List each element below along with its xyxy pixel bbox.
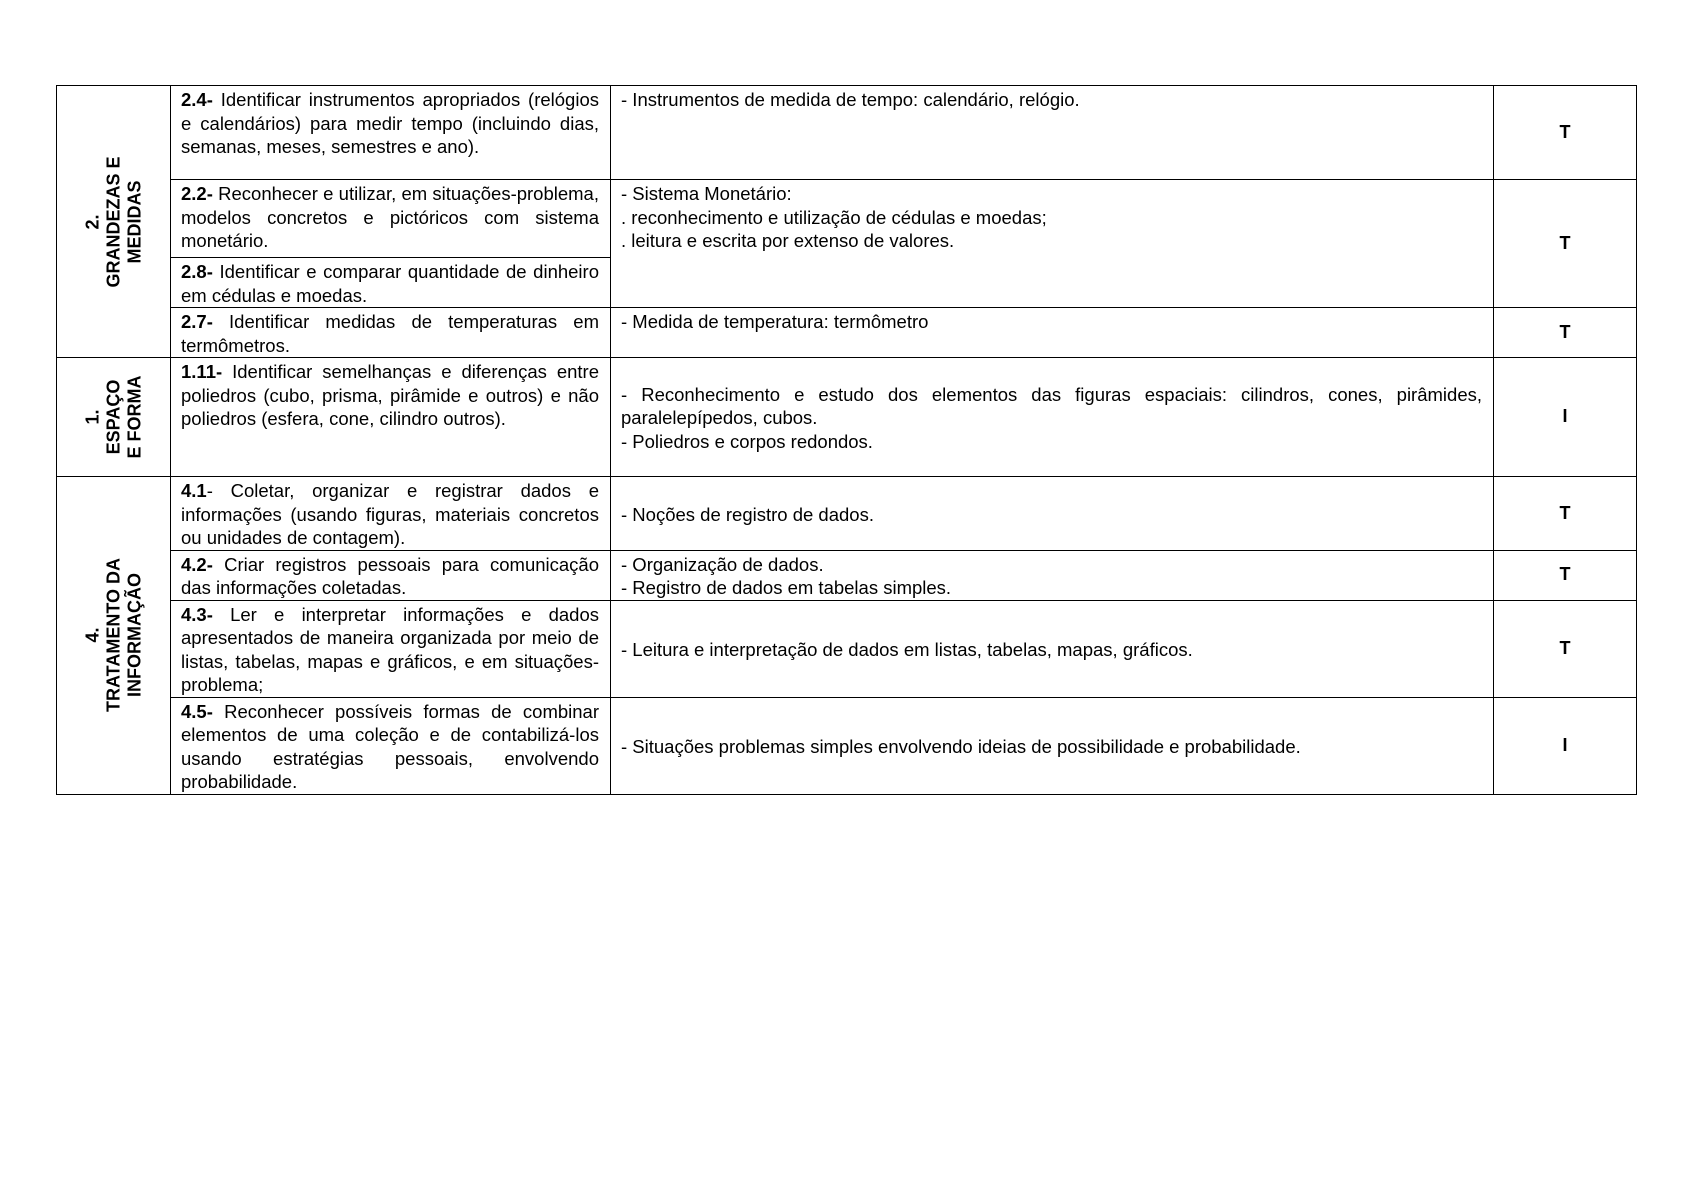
skill-text: Ler e interpretar informações e dados apresentados de maneira organizada por meio de listas, tabelas, mapas e gráficos, e em situações-problema; xyxy=(181,603,599,695)
curriculum-table xyxy=(56,85,1637,795)
skill-cell xyxy=(171,86,611,180)
skill-cell xyxy=(171,697,611,794)
level-cell: I xyxy=(1494,358,1637,477)
level-cell: T xyxy=(1494,600,1637,697)
skill-code: 4.1 xyxy=(181,480,207,501)
content-cell xyxy=(611,86,1494,180)
content-cell xyxy=(611,358,1494,477)
skill-cell xyxy=(171,550,611,600)
skill-cell xyxy=(171,358,611,477)
skill-code: 2.8- xyxy=(181,261,213,282)
level-cell: I xyxy=(1494,697,1637,794)
skill-cell xyxy=(171,258,611,308)
skill-cell xyxy=(171,308,611,358)
axis-title: GRANDEZAS E xyxy=(103,155,123,288)
axis-title: E FORMA xyxy=(124,375,144,459)
content-cell xyxy=(611,600,1494,697)
skill-cell xyxy=(171,600,611,697)
content-line: . reconhecimento e utilização de cédulas e moedas; xyxy=(621,206,1047,228)
table-row xyxy=(57,180,1637,258)
skill-cell xyxy=(171,477,611,551)
content-line: - Sistema Monetário: xyxy=(621,183,792,204)
content-line: - Leitura e interpretação de dados em listas, tabelas, mapas, gráficos. xyxy=(621,638,1193,660)
skill-text: Criar registros pessoais para comunicação das informações coletadas. xyxy=(181,553,599,598)
table-row xyxy=(57,600,1637,697)
axis-number: 2. xyxy=(82,213,102,230)
content-line: - Medida de temperatura: termômetro xyxy=(621,311,929,332)
axis-number: 1. xyxy=(82,409,102,425)
level-cell: T xyxy=(1494,308,1637,358)
skill-text: Identificar e comparar quantidade de dinheiro em cédulas e moedas. xyxy=(181,261,599,306)
level-cell: T xyxy=(1494,477,1637,551)
axis-cell-grandezas xyxy=(57,86,171,358)
content-cell xyxy=(611,180,1494,308)
level-cell: T xyxy=(1494,550,1637,600)
skill-text: - Coletar, organizar e registrar dados e informações (usando figuras, materiais concretos ou unidades de contagem). xyxy=(181,480,599,548)
table-row xyxy=(57,358,1637,477)
axis-cell-espaco xyxy=(57,358,171,477)
table-row xyxy=(57,550,1637,600)
content-cell xyxy=(611,697,1494,794)
skill-code: 2.4- xyxy=(181,89,213,110)
table-row xyxy=(57,308,1637,358)
axis-title: MEDIDAS xyxy=(124,179,144,264)
content-line: - Poliedros e corpos redondos. xyxy=(621,430,873,452)
content-line: - Organização de dados. xyxy=(621,553,824,575)
table-row xyxy=(57,697,1637,794)
content-line: - Situações problemas simples envolvendo ideias de possibilidade e probabilidade. xyxy=(621,735,1301,757)
content-line: - Instrumentos de medida de tempo: calendário, relógio. xyxy=(621,89,1080,110)
skill-text: Reconhecer possíveis formas de combinar elementos de uma coleção e de contabilizá-los usando estratégias pessoais, envolvendo probabilidade. xyxy=(181,700,599,792)
skill-text: Reconhecer e utilizar, em situações-problema, modelos concretos e pictóricos com sistema monetário. xyxy=(181,183,599,251)
skill-code: 4.2- xyxy=(181,553,213,575)
content-line: - Registro de dados em tabelas simples. xyxy=(621,577,952,598)
content-line: - Noções de registro de dados. xyxy=(621,503,874,525)
table-row xyxy=(57,477,1637,551)
content-cell xyxy=(611,477,1494,551)
level-cell: T xyxy=(1494,86,1637,180)
skill-code: 4.3- xyxy=(181,603,213,625)
axis-cell-tratamento xyxy=(57,477,171,795)
content-line: . leitura e escrita por extenso de valores. xyxy=(621,230,955,251)
axis-title: TRATAMENTO DA xyxy=(103,558,123,713)
skill-code: 1.11- xyxy=(181,361,223,382)
skill-code: 4.5- xyxy=(181,700,213,722)
axis-title: ESPAÇO xyxy=(103,379,123,455)
skill-code: 2.2- xyxy=(181,183,213,204)
content-line: - Reconhecimento e estudo dos elementos das figuras espaciais: cilindros, cones, pirâmides, paralelepípedos, cubos. xyxy=(621,383,1482,429)
curriculum-page xyxy=(56,85,1636,795)
level-cell: T xyxy=(1494,180,1637,308)
axis-number: 4. xyxy=(82,627,102,643)
axis-title: INFORMAÇÃO xyxy=(124,573,144,698)
skill-text: Identificar medidas de temperaturas em termômetros. xyxy=(181,311,599,356)
content-cell xyxy=(611,550,1494,600)
skill-code: 2.7- xyxy=(181,311,213,332)
skill-cell xyxy=(171,180,611,258)
table-row xyxy=(57,86,1637,180)
content-cell xyxy=(611,308,1494,358)
skill-text: Identificar instrumentos apropriados (relógios e calendários) para medir tempo (incluindo dias, semanas, meses, semestres e ano). xyxy=(181,89,599,157)
skill-text: Identificar semelhanças e diferenças entre poliedros (cubo, prisma, pirâmide e outros) e não poliedros (esfera, cone, cilindro outros). xyxy=(181,361,599,429)
